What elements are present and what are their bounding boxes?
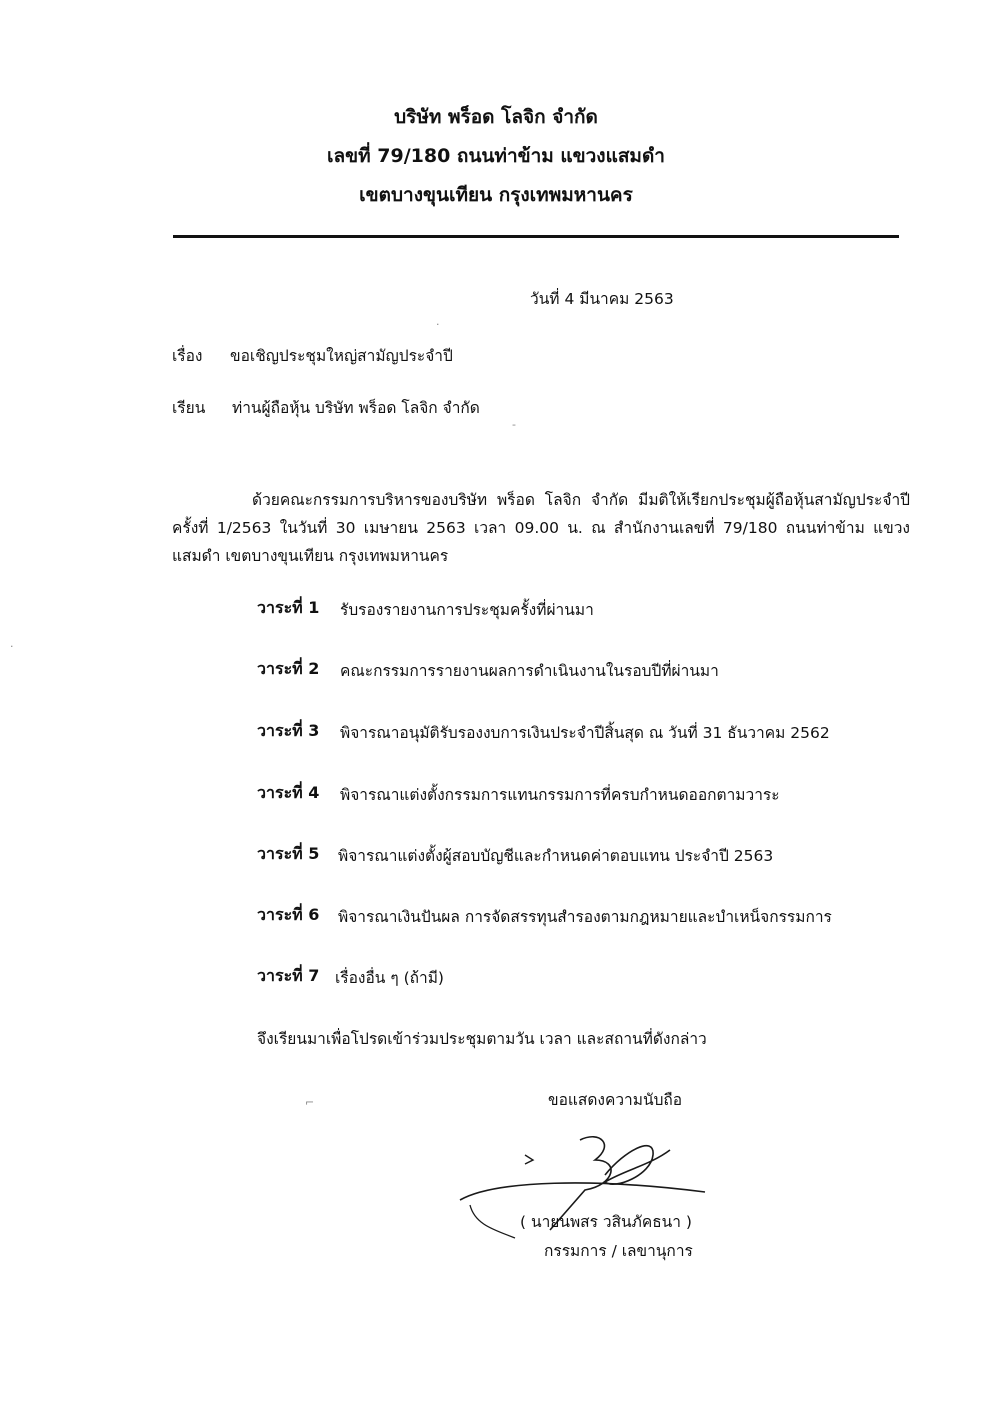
agenda-text: เรื่องอื่น ๆ (ถ้ามี) <box>335 969 444 987</box>
agenda-number: วาระที่ 7 <box>257 966 320 985</box>
company-name: บริษัท พร็อด โลจิก จำกัด <box>394 106 598 128</box>
regards-text: ขอแสดงความนับถือ <box>548 1091 683 1109</box>
scan-speck: ‐ <box>512 418 516 431</box>
agenda-number: วาระที่ 3 <box>257 721 320 740</box>
body-text: ด้วยคณะกรรมการบริหารของบริษัท พร็อด โลจิก จำกัด มีมติให้เรียกประชุมผู้ถือหุ้นสามัญประจำปี ครั้งที่ 1/2563 ในวันที่ 30 เมษายน 2563 เวลา 09.00 น. ณ สำนักงานเลขที่ 79/180 ถนนท่าข้าม แขวงแสมดำ เขตบางขุนเทียน กรุงเทพมหานคร <box>172 491 910 565</box>
agenda-item <box>257 596 319 621</box>
agenda-item <box>257 719 319 744</box>
signatory-title: กรรมการ / เลขานุการ <box>544 1242 693 1260</box>
agenda-item <box>257 903 319 928</box>
recipient-label: เรียน <box>172 399 206 417</box>
signatory-name: ( นายนพสร วสินภัคธนา ) <box>520 1213 692 1231</box>
body-paragraph <box>172 486 910 570</box>
subject-text: ขอเชิญประชุมใหญ่สามัญประจำปี <box>230 347 453 365</box>
agenda-text: พิจารณาแต่งตั้งผู้สอบบัญชีและกำหนดค่าตอบแทน ประจำปี 2563 <box>338 847 774 865</box>
letter-date: วันที่ 4 มีนาคม 2563 <box>530 290 674 308</box>
agenda-number: วาระที่ 4 <box>257 783 320 802</box>
recipient-text: ท่านผู้ถือหุ้น บริษัท พร็อด โลจิก จำกัด <box>232 399 480 417</box>
subject-label: เรื่อง <box>172 347 203 365</box>
scan-speck: · <box>436 318 440 331</box>
company-address-line2: เขตบางขุนเทียน กรุงเทพมหานคร <box>359 184 633 206</box>
agenda-number: วาระที่ 5 <box>257 844 320 863</box>
agenda-text: คณะกรรมการรายงานผลการดำเนินงานในรอบปีที่ผ่านมา <box>340 662 719 680</box>
scan-speck: ⌐ <box>305 1096 315 1109</box>
scan-speck: · <box>10 640 14 653</box>
agenda-item <box>257 964 319 989</box>
agenda-number: วาระที่ 6 <box>257 905 320 924</box>
company-address-line1: เลขที่ 79/180 ถนนท่าข้าม แขวงแสมดำ <box>327 145 665 167</box>
agenda-text: พิจารณาอนุมัติรับรองงบการเงินประจำปีสิ้นสุด ณ วันที่ 31 ธันวาคม 2562 <box>340 724 830 742</box>
header-divider <box>173 235 899 238</box>
agenda-item <box>257 657 319 682</box>
agenda-text: พิจารณาแต่งตั้งกรรมการแทนกรรมการที่ครบกำหนดออกตามวาระ <box>340 786 780 804</box>
agenda-number: วาระที่ 2 <box>257 659 320 678</box>
agenda-text: พิจารณาเงินปันผล การจัดสรรทุนสำรองตามกฎหมายและบำเหน็จกรรมการ <box>338 908 832 926</box>
agenda-item <box>257 781 319 806</box>
closing-text: จึงเรียนมาเพื่อโปรดเข้าร่วมประชุมตามวัน เวลา และสถานที่ดังกล่าว <box>257 1030 707 1048</box>
agenda-number: วาระที่ 1 <box>257 598 320 617</box>
agenda-item <box>257 842 319 867</box>
agenda-text: รับรองรายงานการประชุมครั้งที่ผ่านมา <box>340 601 594 619</box>
